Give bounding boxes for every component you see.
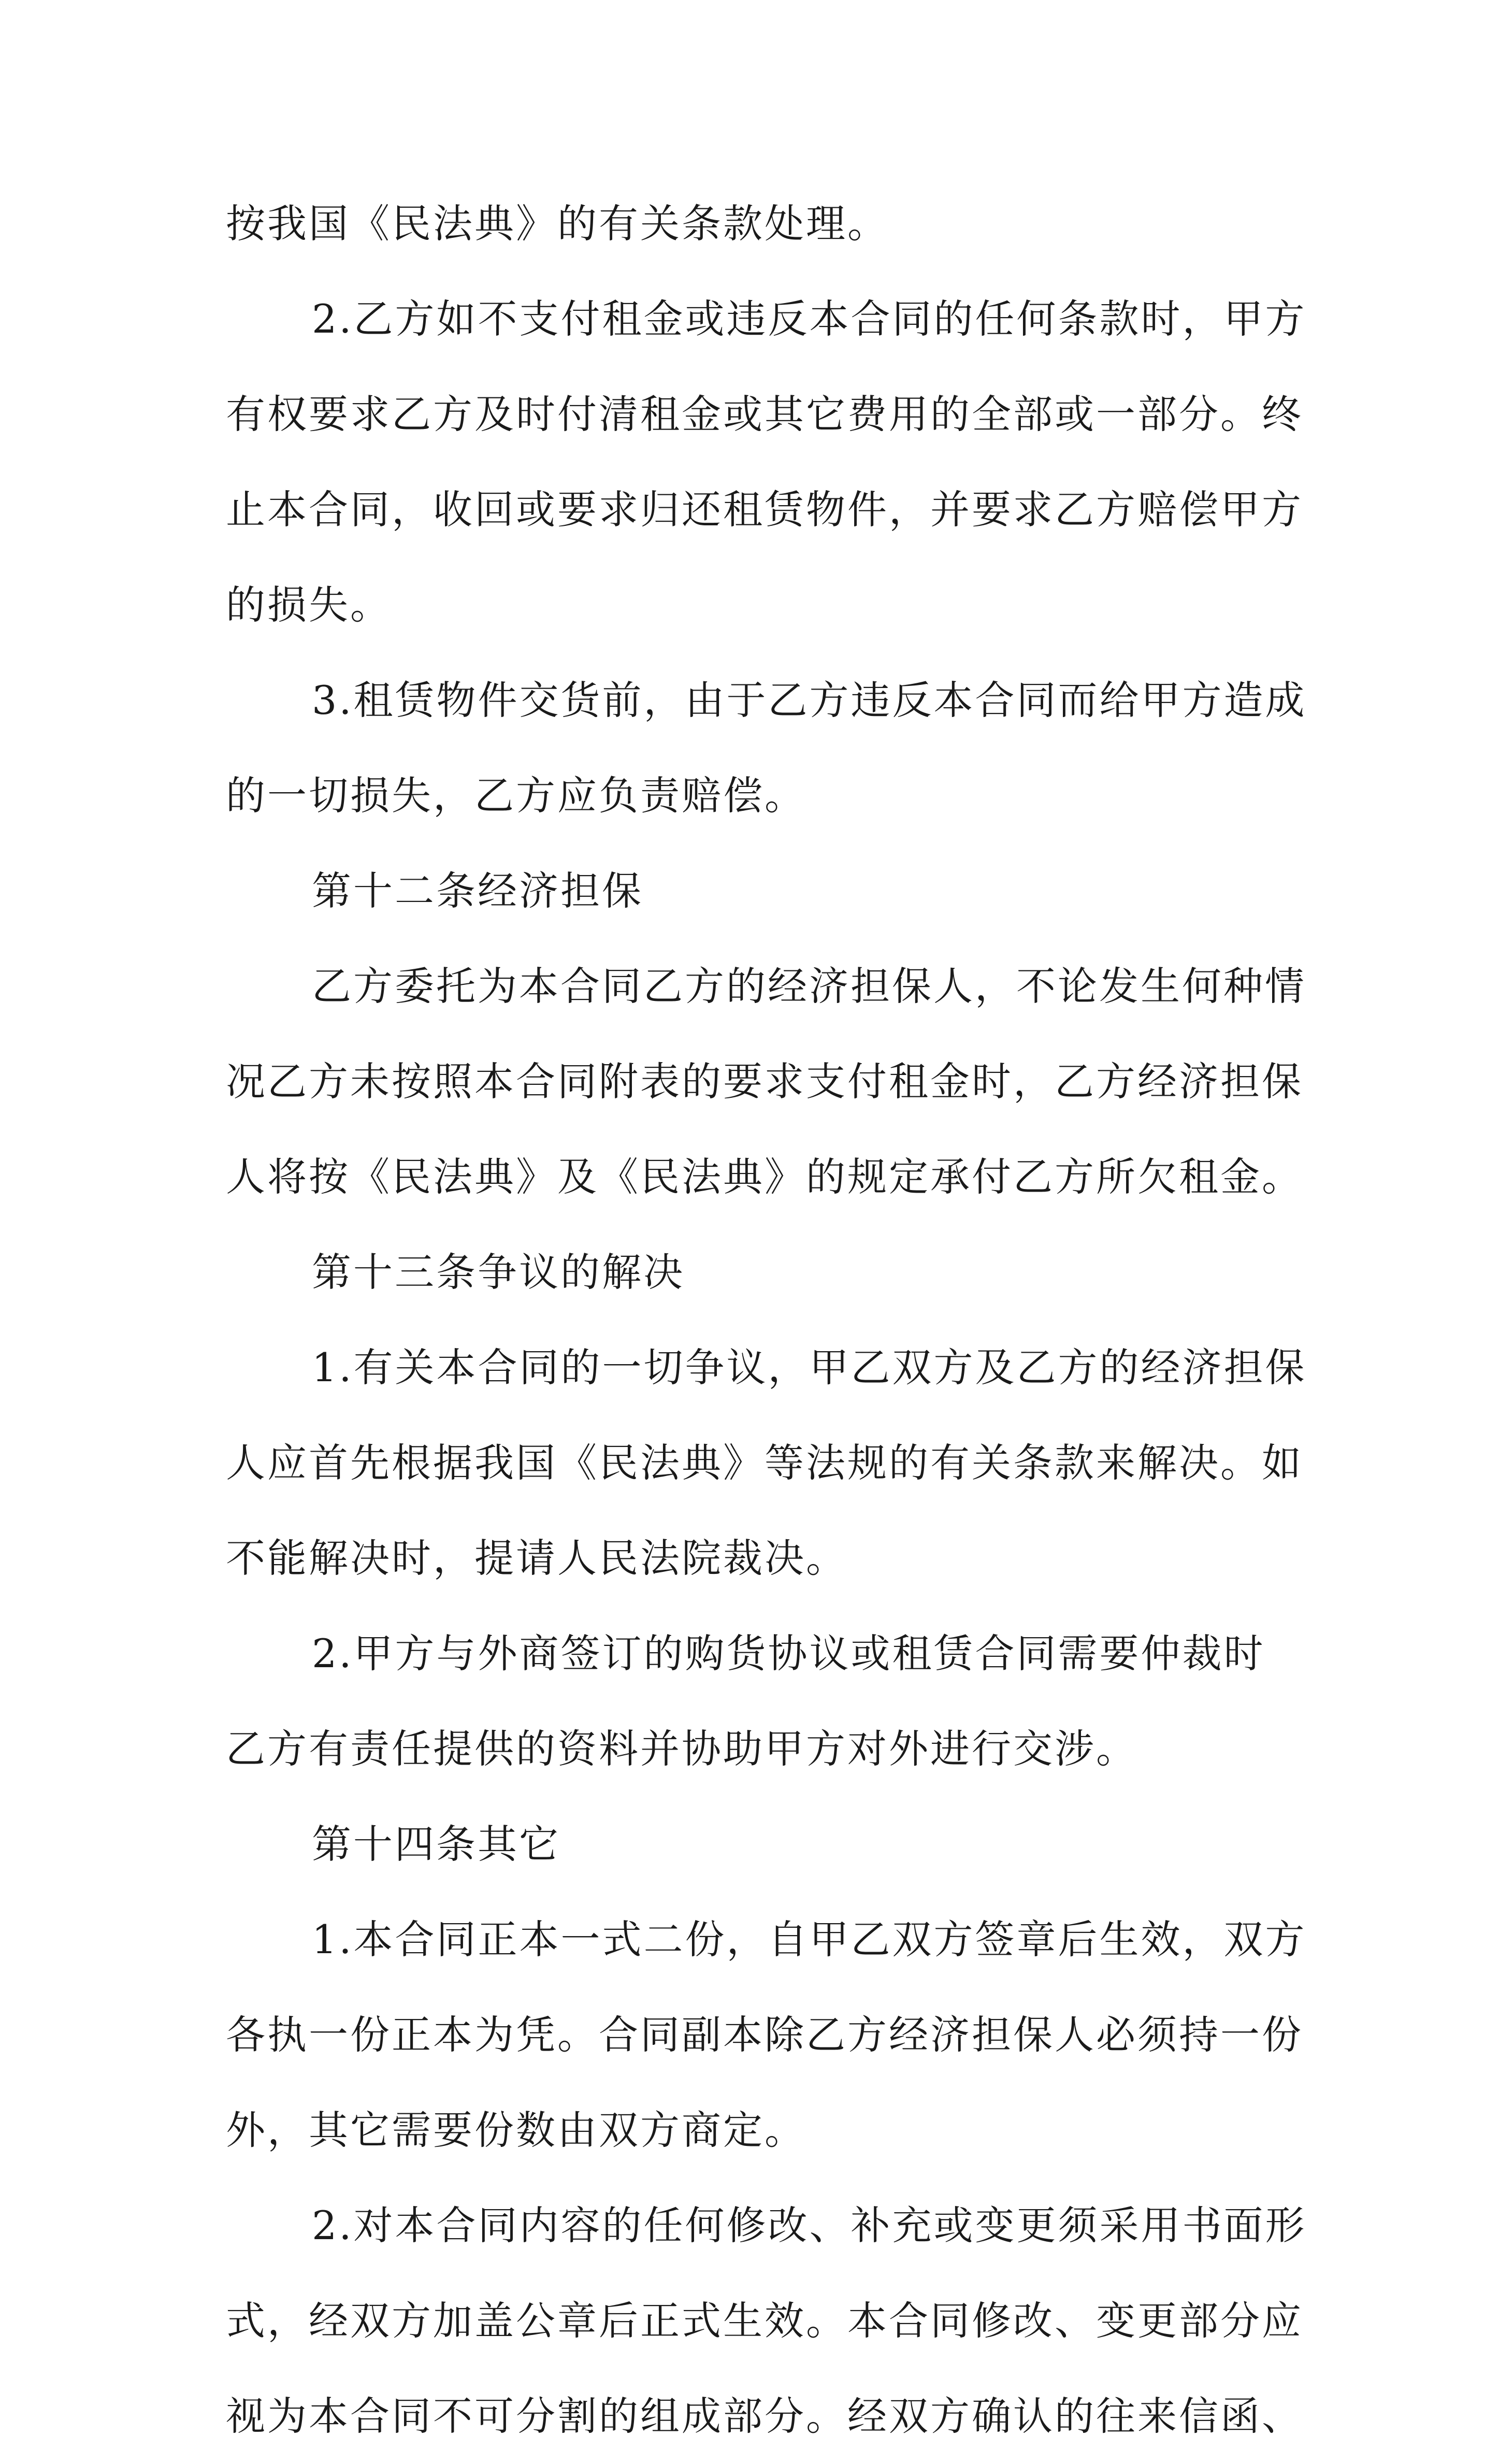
text-line: 按我国《民法典》的有关条款处理。 (226, 200, 889, 247)
text-line: 人应首先根据我国《民法典》等法规的有关条款来解决。如 (226, 1440, 1303, 1486)
text-line: 的一切损失，乙方应负责赔偿。 (226, 772, 806, 819)
clause-13-item-2: 2.甲方与外商签订的购货协议或租赁合同需要仲裁时 (312, 1630, 1265, 1677)
text-line: 况乙方未按照本合同附表的要求支付租金时，乙方经济担保 (226, 1058, 1303, 1105)
clause-13-heading: 第十三条争议的解决 (312, 1249, 685, 1295)
text-line: 人将按《民法典》及《民法典》的规定承付乙方所欠租金。 (226, 1154, 1303, 1200)
text-line: 式，经双方加盖公章后正式生效。本合同修改、变更部分应 (226, 2298, 1303, 2344)
text-line: 视为本合同不可分割的组成部分。经双方确认的往来信函、 (226, 2393, 1303, 2439)
contract-body (226, 176, 1307, 2464)
clause-12-heading: 第十二条经济担保 (312, 868, 643, 914)
clause-14-heading: 第十四条其它 (312, 1821, 560, 1867)
clause-14-item-1: 1.本合同正本一式二份，自甲乙双方签章后生效，双方 (312, 1916, 1307, 1962)
clause-11-item-3: 3.租赁物件交货前，由于乙方违反本合同而给甲方造成 (312, 677, 1307, 723)
clause-12-paragraph: 乙方委托为本合同乙方的经济担保人，不论发生何种情 (312, 963, 1306, 1009)
text-line: 有权要求乙方及时付清租金或其它费用的全部或一部分。终 (226, 391, 1303, 437)
text-line: 各执一份正本为凭。合同副本除乙方经济担保人必须持一份 (226, 2012, 1303, 2058)
text-line: 乙方有责任提供的资料并协助甲方对外进行交涉。 (226, 1726, 1137, 1772)
text-line: 外，其它需要份数由双方商定。 (226, 2107, 806, 2153)
text-line: 不能解决时，提请人民法院裁决。 (226, 1535, 847, 1581)
clause-14-item-2: 2.对本合同内容的任何修改、补充或变更须采用书面形 (312, 2202, 1307, 2248)
text-line: 止本合同，收回或要求归还租赁物件，并要求乙方赔偿甲方 (226, 486, 1303, 533)
clause-13-item-1: 1.有关本合同的一切争议，甲乙双方及乙方的经济担保 (312, 1344, 1307, 1391)
text-line: 的损失。 (226, 582, 392, 628)
clause-11-item-2: 2.乙方如不支付租金或违反本合同的任何条款时，甲方 (312, 296, 1307, 342)
